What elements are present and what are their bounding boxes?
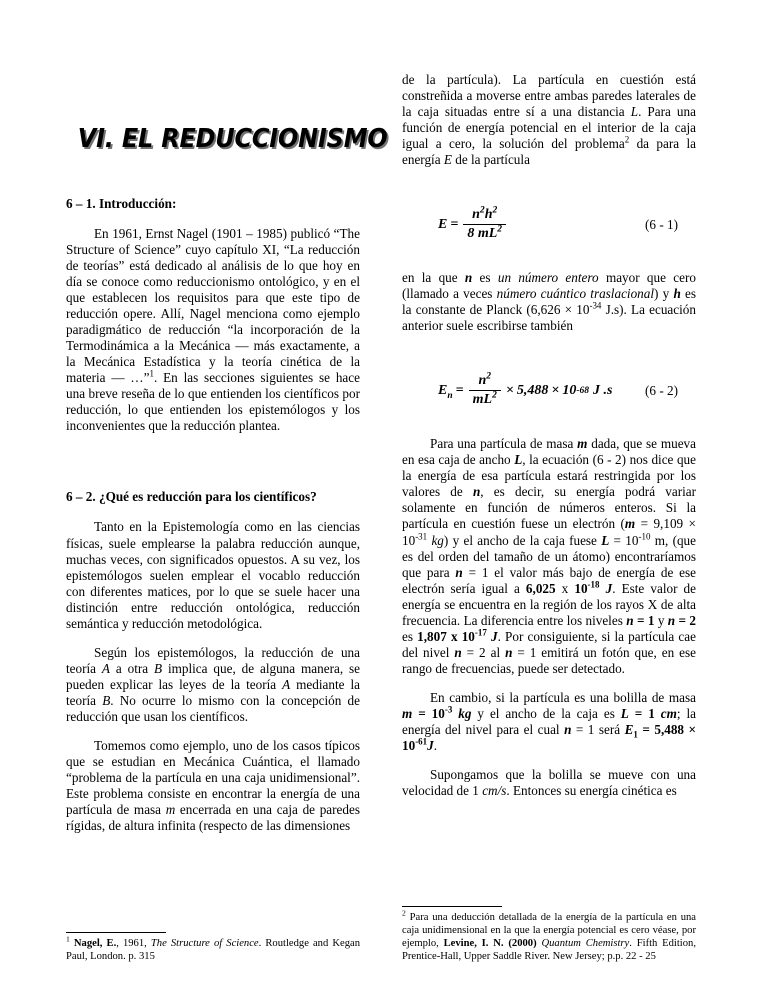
fraction-numerator (474, 373, 495, 390)
footnote-work-title: The Structure of Science (150, 938, 259, 950)
exponent: -34 (589, 300, 602, 311)
fraction (463, 207, 506, 242)
paragraph-epistemologos (66, 645, 360, 725)
paragraph-energia-cinetica (402, 767, 696, 799)
theory-b-label: B (154, 660, 163, 676)
text-run: Para una partícula de masa (430, 436, 578, 452)
multiplication-sign: × (505, 382, 514, 398)
text-run: , la ecuación (6 - 2) nos dice que la energía de esa partícula estará restringida por los valores de (402, 452, 696, 500)
paragraph-particula-constrenida (402, 72, 696, 168)
exponent: 2 (492, 390, 497, 401)
equation-6-2-expression: $E_n$ = $\frac{n^2}{mL^2}$ × 5,488 × 10 -68 J .s (438, 371, 613, 408)
section-heading-6-1: 6 – 1. Introducción: (66, 196, 177, 211)
length-symbol: L (514, 452, 523, 468)
text-run: Supongamos que la bolilla se mueve con una velocidad de 1 (402, 766, 696, 798)
text-run: En cambio, si la partícula es una bolilla de masa (430, 689, 696, 705)
unit-cm: cm (660, 705, 677, 721)
subscript: n (447, 390, 453, 401)
emphasis-run: un número entero (497, 270, 599, 286)
units: J .s (593, 382, 613, 398)
fraction-denominator (469, 390, 501, 408)
equals-sign: = (450, 216, 459, 232)
fraction (469, 373, 501, 408)
footnote-ref-1: 1 (149, 368, 154, 379)
quantum-number-symbol: n (464, 270, 473, 286)
exponent: 2 (479, 205, 485, 216)
paragraph-bolilla (402, 690, 696, 754)
theory-a-label: A (101, 660, 110, 676)
mass-symbol: m (402, 705, 413, 721)
text-run: E (438, 382, 448, 398)
length-symbol: L (620, 705, 629, 721)
text-run: . Fifth Edition, Prentice-Hall, Upper Saddle River. New Jersey; p.p. 22 - 25 (402, 938, 696, 963)
length-symbol: L (630, 104, 639, 120)
text-run: = 1 (633, 612, 655, 628)
left-column-body (66, 72, 388, 932)
theory-a-label: A (282, 676, 291, 692)
footnote-ref-2: 2 (624, 134, 630, 145)
equation-6-1-expression (438, 207, 508, 242)
section-heading-6-2: 6 – 2. ¿Qué es reducción para los científicos? (66, 489, 317, 505)
text-run: . Por consiguiente, si la partícula cae del nivel (402, 628, 696, 660)
left-column (66, 72, 388, 964)
exponent: -3 (444, 704, 453, 715)
coefficient: 5,488 (516, 382, 549, 398)
equation-lhs: E (438, 216, 448, 232)
equation-lhs (438, 383, 453, 399)
energy-difference-value: 1,807 x 10 (417, 628, 475, 644)
text-run: En 1961, Ernst Nagel (1901 – 1985) publicó “The Structure of Science” cuyo capítulo XI, “La reducción de teorías” está dedicado al análisis de lo que hoy en día se conoce como reduccionismo ontológico, y en el que establecen los requisitos para que este tipo de reducción opere. Allí, Nagel menciona como ejemplo paradigmático de reducción “la incorporación de la Termodinámica a la Mecánica — más exactamente, a la Mecánica Estadística y la teoría cinética de la materia — …” (66, 226, 360, 386)
footnote-marker: 1 (66, 934, 70, 944)
quantum-number-symbol: n (505, 644, 513, 660)
text-run: h (484, 207, 493, 223)
right-column-body (402, 72, 696, 906)
unit-joule: J (605, 580, 613, 596)
text-run: = 2 al (461, 644, 506, 660)
unit-joule: J (490, 628, 498, 644)
exponent: 2 (486, 371, 492, 382)
footnote-2 (402, 908, 696, 964)
exponent: -61 (415, 736, 428, 747)
text-run: = 1 será (571, 721, 625, 737)
left-column-footnotes (66, 932, 360, 964)
text-run: m, (que es del orden del tamaño de un átomo) encontraríamos que para (402, 532, 696, 580)
text-run: y el ancho de la caja es (471, 705, 621, 721)
text-run: = 1 el valor más bajo de energía de ese electrón sería igual a (402, 564, 696, 596)
right-column (402, 72, 696, 964)
text-run: Para una deducción detallada de la energía de la partícula en una caja unidimensional en la que la energía potencial es cero véase, por ejemplo, (402, 912, 696, 950)
mass-symbol: m (577, 436, 588, 452)
multiplication-sign: × (551, 382, 560, 398)
text-run: J.s). La ecuación anterior suele escribirse también (402, 302, 696, 334)
text-run: Tomemos como ejemplo, uno de los casos típicos que se estudian en Mecánica Cuántica, el llamado “problema de la partícula en una caja unidimensional”. Este problema consiste en encontrar la energía de una partícula de masa (66, 737, 360, 817)
mass-symbol: m (165, 801, 176, 817)
text-run: = 10 (412, 705, 445, 721)
paragraph-intro (66, 226, 360, 434)
exponent: -18 (587, 579, 600, 590)
footnote-marker: 2 (402, 908, 406, 918)
text-run: . Entonces su energía cinética es (506, 782, 677, 798)
text-run: = 2 (675, 612, 697, 628)
footnote-author: Nagel, E. (73, 938, 117, 950)
text-run: = 1 (628, 705, 661, 721)
text-run: y (654, 612, 668, 628)
footnote-separator (402, 906, 502, 907)
text-run: es (472, 270, 498, 286)
unit-kg: kg (458, 705, 472, 721)
footnote-author: Levine, I. N. (2000) (443, 938, 537, 950)
emphasis-run: número cuántico traslacional (496, 286, 655, 302)
text-run: n (472, 207, 480, 223)
equation-6-2-tag: (6 - 2) (645, 382, 678, 398)
planck-constant-symbol: h (673, 286, 681, 302)
text-run: . En las secciones siguientes se hace una breve reseña de lo que entienden los científicos por reducción, lo que entienden los epistemólogos y los inconvenientes que la reducción plantea. (66, 370, 360, 434)
footnote-work-title: Quantum Chemistry (541, 938, 630, 950)
text-run: mayor que cero (llamado a veces (402, 270, 696, 302)
exponent: -10 (638, 531, 651, 542)
quantum-number-symbol: n (455, 564, 463, 580)
energy-symbol: E (443, 152, 452, 168)
text-run: implica que, de alguna manera, se pueden explicar las leyes de la teoría (66, 660, 360, 692)
equation-6-2 (402, 373, 696, 408)
quantum-number-symbol: n (564, 721, 572, 737)
text-run: de la partícula). La partícula en cuestión está constreñida a moverse entre ambas paredes laterales de la caja situadas entre sí a una distancia (402, 72, 696, 120)
quantum-number-symbol: n (626, 612, 634, 628)
exponent: -17 (474, 627, 487, 638)
unit-joule: J (427, 737, 434, 753)
text-run: mL (472, 392, 493, 408)
text-run: ) y el ancho de la caja fuese (443, 532, 602, 548)
theory-b-label: B (102, 692, 111, 708)
section-spacer (66, 447, 360, 489)
text-run: = 9,109 × 10 (402, 516, 696, 548)
power-base: 10 (574, 580, 588, 596)
paragraph-electron-energia (402, 436, 696, 676)
quantum-number-symbol: n (454, 644, 462, 660)
two-column-layout (66, 72, 730, 964)
text-run: de la partícula (451, 152, 530, 168)
equation-spacer (402, 424, 696, 436)
text-run: encerrada en una caja de paredes rígidas, de altura infinita (respecto de las dimensiones (66, 801, 360, 833)
exponent: 2 (497, 224, 503, 235)
power-base: 10 (562, 382, 577, 398)
equation-spacer (402, 258, 696, 270)
text-run: , 1961, (116, 938, 151, 950)
text-run: . No ocurre lo mismo con la concepción de reducción que usan los científicos. (66, 692, 360, 724)
right-column-footnotes (402, 906, 696, 964)
paragraph-caja-unidimensional (66, 738, 360, 834)
text-run: x (555, 580, 575, 596)
text-run: mediante la teoría (66, 676, 360, 708)
energy-value: 6,025 (525, 580, 556, 596)
text-run: a otra (109, 660, 155, 676)
unit-kg: kg (431, 532, 444, 548)
text-run: es la constante de Planck (6,626 × 10 (402, 286, 696, 318)
text-run: 8 mL (467, 226, 498, 242)
text-run: es (402, 628, 418, 644)
quantum-number-symbol: n (667, 612, 676, 628)
text-run: en la que (402, 270, 465, 286)
quantum-number-symbol: n (472, 484, 481, 500)
text-run: . Para una función de energía potencial en el interior de la caja igual a cero, la solución del problema (402, 104, 696, 152)
title-spacer (66, 154, 360, 196)
equation-spacer (402, 347, 696, 359)
equation-spacer (402, 181, 696, 193)
mass-symbol: m (624, 516, 636, 532)
energy-value: 5,488 × 10 (402, 721, 697, 753)
text-run: , es decir, su energía podrá variar solamente en función de números enteros. Si la partícula en cuestión fuese un electrón ( (402, 484, 696, 532)
page-title: VI. EL REDUCCIONISMO (77, 124, 388, 154)
text-run: ) y (654, 286, 674, 302)
text-run: . (433, 737, 438, 753)
footnote-1 (66, 934, 360, 964)
unit-cm-per-s: cm/s (482, 782, 507, 798)
footnote-separator (66, 932, 166, 933)
exponent: -31 (415, 531, 428, 542)
exponent: 2 (492, 205, 498, 216)
text-run: = (637, 721, 655, 737)
paragraph-reduccion-definiciones: Tanto en la Epistemología como en las ciencias físicas, suele emplearse la palabra reducción aunque, muchas veces, con significados opuestos. A su vez, los epistemólogos suelen emplear el vocablo reducción con diferentes matices, por lo que se suele hacer una distinción entre reducción ontológica, reducción semántica y reducción metodológica. (66, 519, 360, 631)
equals-sign: = (455, 382, 464, 398)
energy-level-symbol: E (624, 721, 634, 737)
text-run: dada, que se mueva en esa caja de ancho (402, 436, 696, 468)
text-run: . Este valor de energía se encuentra en la región de los rayos X de alta frecuencia. La diferencia entre los niveles (402, 580, 697, 628)
text-run: = 10 (609, 532, 639, 548)
paragraph-numero-cuantico (402, 270, 696, 334)
text-run: . Routledge and Kegan Paul, London. p. 315 (66, 938, 360, 963)
length-symbol: L (601, 532, 610, 548)
equation-6-1 (402, 207, 696, 242)
text-run: = 1 emitirá un fotón que, en ese rango de frecuencias, puede ser detectado. (402, 644, 696, 676)
fraction-numerator (468, 207, 501, 224)
equation-6-1-tag: (6 - 1) (645, 216, 678, 232)
fraction-denominator (463, 224, 506, 242)
text-run: da para la energía (402, 136, 697, 168)
subscript: 1 (633, 729, 638, 740)
text-run: ; la energía del nivel para el cual (402, 705, 697, 737)
text-run: Según los epistemólogos, la reducción de una teoría (66, 644, 360, 676)
text-run: n (478, 373, 487, 389)
